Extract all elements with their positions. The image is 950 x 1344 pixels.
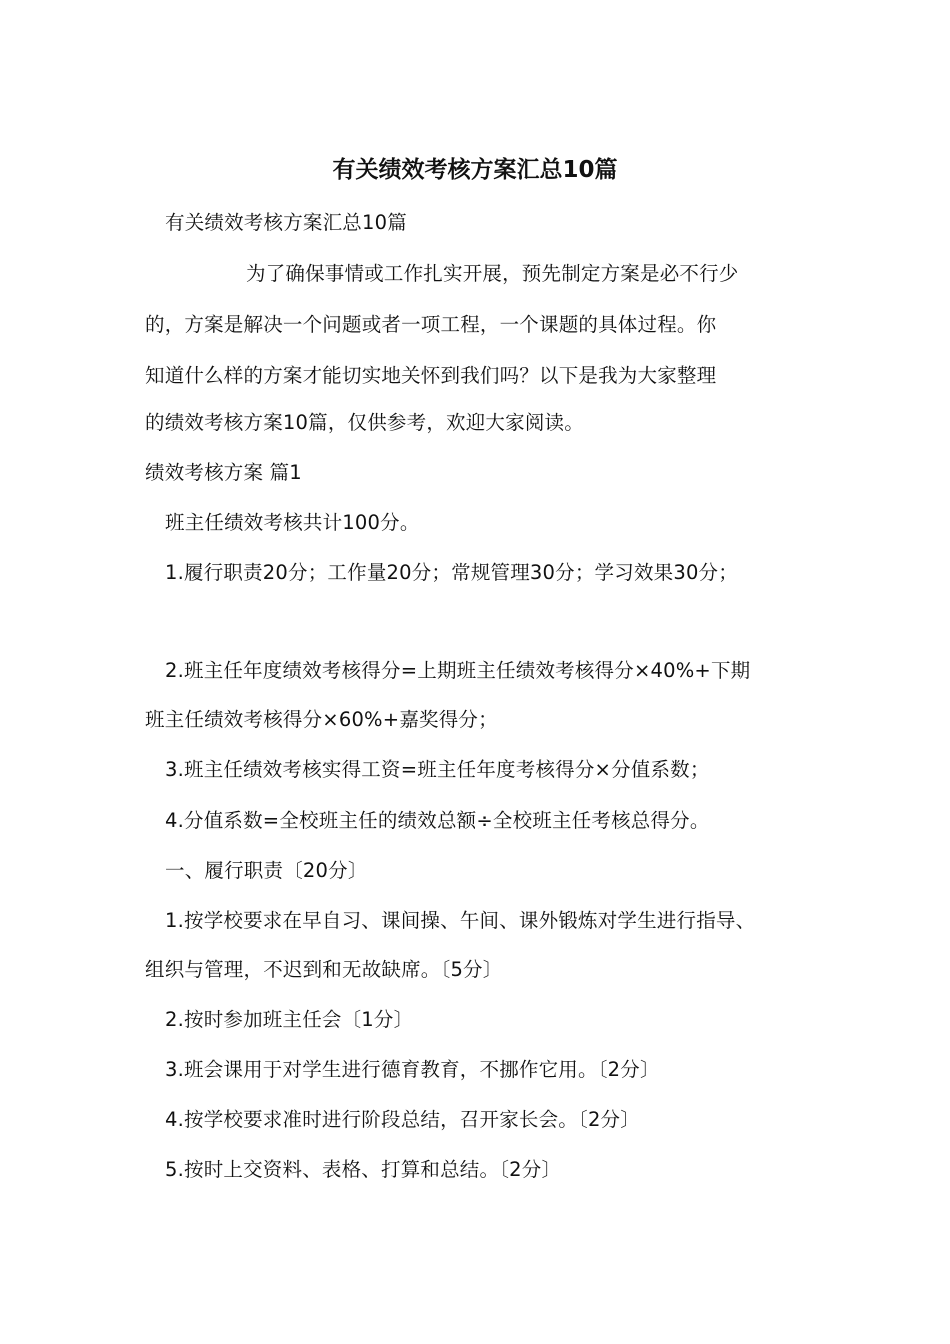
- list-item-continuation: 班主任绩效考核得分×60%+嘉奖得分；: [145, 708, 498, 731]
- subtitle-line: 有关绩效考核方案汇总10篇: [165, 211, 407, 234]
- list-item: 3.班主任绩效考核实得工资=班主任年度考核得分×分值系数；: [165, 758, 710, 781]
- paragraph-line: 的，方案是解决一个问题或者一项工程，一个课题的具体过程。你: [145, 313, 717, 336]
- list-item: 2.班主任年度绩效考核得分=上期班主任绩效考核得分×40%+下期: [165, 659, 751, 682]
- list-item: 4.按学校要求准时进行阶段总结，召开家长会。〔2分〕: [165, 1108, 640, 1131]
- list-item: 1.按学校要求在早自习、课间操、午间、课外锻炼对学生进行指导、: [165, 909, 756, 932]
- list-item: 3.班会课用于对学生进行德育教育，不挪作它用。〔2分〕: [165, 1058, 660, 1081]
- section-heading: 绩效考核方案 篇1: [145, 461, 302, 484]
- list-item-continuation: 组织与管理，不迟到和无故缺席。〔5分〕: [145, 958, 503, 981]
- paragraph-line: 的绩效考核方案10篇，仅供参考，欢迎大家阅读。: [145, 411, 584, 434]
- paragraph-line: 班主任绩效考核共计100分。: [165, 511, 420, 534]
- paragraph-line: 知道什么样的方案才能切实地关怀到我们吗？以下是我为大家整理: [145, 364, 717, 387]
- list-item: 5.按时上交资料、表格、打算和总结。〔2分〕: [165, 1158, 562, 1181]
- section-heading: 一、履行职责〔20分〕: [165, 859, 368, 882]
- paragraph-line: 为了确保事情或工作扎实开展，预先制定方案是必不行少: [246, 262, 739, 285]
- list-item: 2.按时参加班主任会〔1分〕: [165, 1008, 414, 1031]
- list-item: 1.履行职责20分；工作量20分；常规管理30分；学习效果30分；: [165, 561, 738, 584]
- document-title: 有关绩效考核方案汇总10篇: [332, 157, 618, 183]
- list-item: 4.分值系数=全校班主任的绩效总额÷全校班主任考核总得分。: [165, 809, 710, 832]
